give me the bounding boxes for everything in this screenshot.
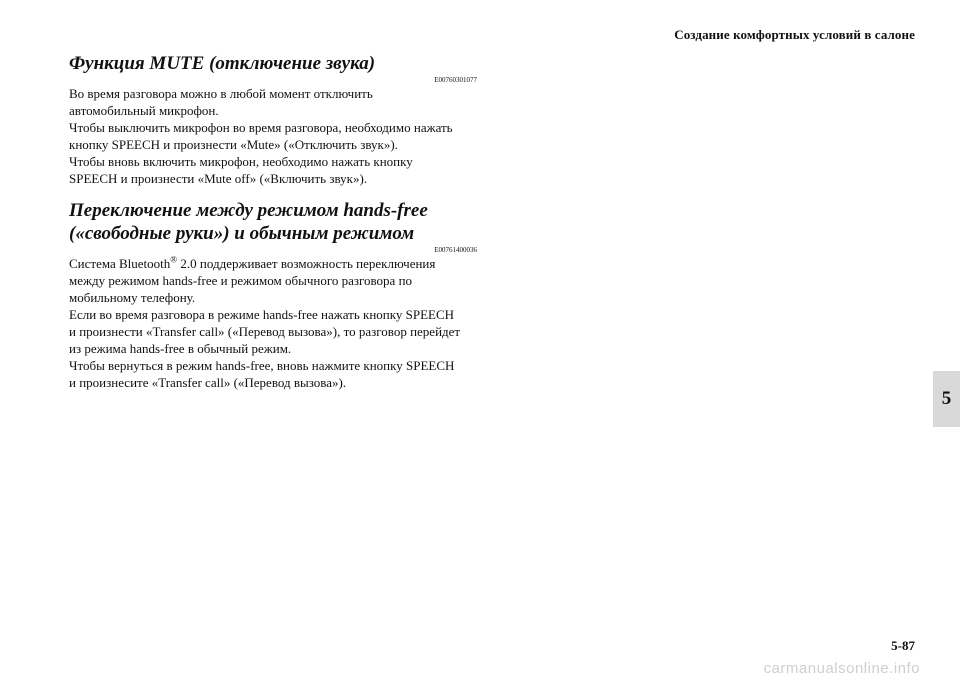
watermark: carmanualsonline.info	[763, 660, 920, 677]
section-code-handsfree: E00761400036	[434, 246, 477, 254]
paragraph-line: Чтобы вернуться в режим hands-free, вновь нажмите кнопку SPEECH	[69, 358, 455, 373]
chapter-tab-label: 5	[941, 388, 952, 409]
paragraph-line: и произнести «Transfer call» («Перевод вызова»), то разговор перейдет	[69, 324, 461, 339]
paragraph-line: Во время разговора можно в любой момент отключить	[69, 86, 373, 101]
paragraph-line: из режима hands-free в обычный режим.	[69, 341, 292, 356]
running-header: Создание комфортных условий в салоне	[674, 27, 915, 42]
paragraph-line: автомобильный микрофон.	[69, 103, 219, 118]
section-title-handsfree-line1: Переключение между режимом hands-free	[69, 200, 428, 221]
paragraph-line: между режимом hands-free и режимом обычного разговора по	[69, 273, 413, 288]
section-code-mute: E00760301077	[434, 76, 477, 84]
paragraph-line: Если во время разговора в режиме hands-free нажать кнопку SPEECH	[69, 307, 455, 322]
chapter-tab	[933, 371, 960, 427]
paragraph-line: Чтобы вновь включить микрофон, необходимо нажать кнопку	[69, 154, 413, 169]
paragraph-line: кнопку SPEECH и произнести «Mute» («Отключить звук»).	[69, 137, 398, 152]
paragraph-line: мобильному телефону.	[69, 290, 196, 305]
section-title-handsfree-line2: («свободные руки») и обычным режимом	[69, 223, 415, 244]
paragraph-line	[69, 255, 477, 272]
content-column	[69, 52, 477, 391]
paragraph-line: SPEECH и произнести «Mute off» («Включить звук»).	[69, 171, 368, 186]
section-title-mute: Функция MUTE (отключение звука)	[69, 53, 376, 74]
paragraph-line: и произнесите «Transfer call» («Перевод вызова»).	[69, 375, 347, 390]
page-number: 5-87	[891, 638, 915, 653]
paragraph-line: Чтобы выключить микрофон во время разговора, необходимо нажать	[69, 120, 453, 135]
bluetooth-text: Система Bluetooth	[69, 256, 171, 271]
registered-mark: ®	[170, 254, 178, 265]
bluetooth-text-rest: 2.0 поддерживает возможность переключения	[177, 256, 436, 271]
